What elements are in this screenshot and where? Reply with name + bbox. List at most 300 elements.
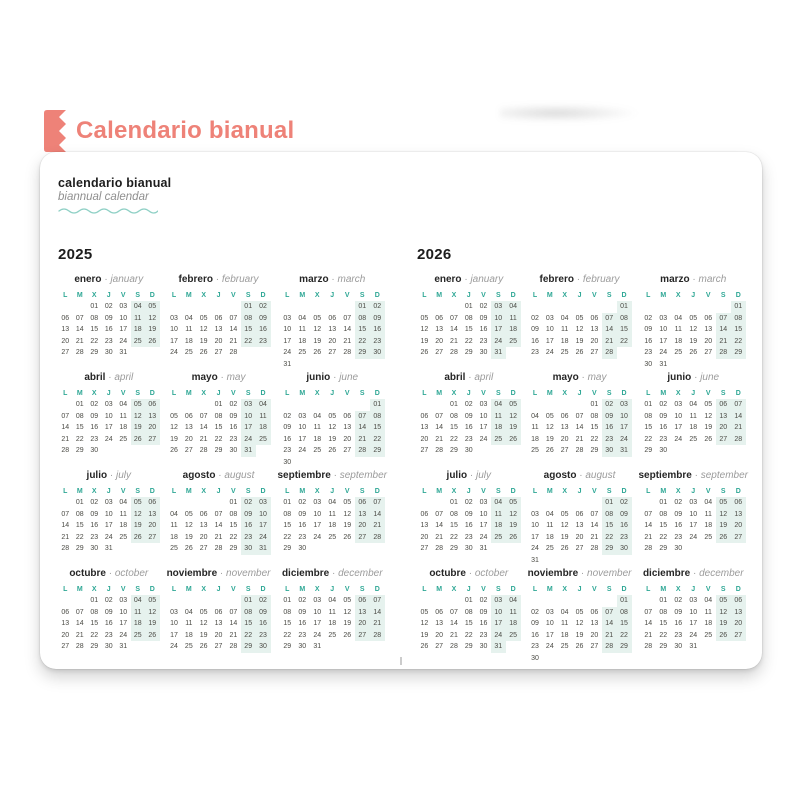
month-title bbox=[58, 470, 160, 482]
day-cell: 26 bbox=[184, 545, 193, 553]
month-name-es: septiembre bbox=[277, 470, 331, 481]
day-cell: 24 bbox=[674, 435, 683, 443]
day-cell: 04 bbox=[491, 497, 506, 509]
day-cell: 19 bbox=[184, 533, 193, 541]
day-cell: 27 bbox=[355, 630, 370, 642]
week-row bbox=[280, 595, 385, 607]
day-cell: 19 bbox=[506, 520, 521, 532]
day-cell: 26 bbox=[343, 533, 352, 541]
day-cell: 24 bbox=[283, 349, 292, 357]
day-cell: 09 bbox=[479, 314, 488, 322]
day-cell: 09 bbox=[283, 424, 292, 432]
month-calendar-table bbox=[417, 289, 521, 359]
day-cell: 29 bbox=[241, 641, 256, 653]
weekday-header-V: V bbox=[344, 291, 350, 299]
empty-day-cell bbox=[731, 445, 746, 457]
month-title-separator: · bbox=[217, 372, 227, 383]
month-title bbox=[639, 568, 749, 580]
day-cell: 04 bbox=[506, 301, 521, 313]
week-row bbox=[528, 399, 632, 411]
day-cell: 05 bbox=[506, 399, 521, 411]
day-cell: 31 bbox=[659, 360, 668, 368]
day-cell: 02 bbox=[229, 401, 238, 409]
day-cell: 06 bbox=[145, 497, 160, 509]
week-row bbox=[417, 641, 521, 653]
day-cell: 16 bbox=[602, 422, 617, 434]
month-mayo-2026 bbox=[528, 372, 632, 470]
day-cell: 02 bbox=[659, 401, 668, 409]
empty-day-cell bbox=[295, 359, 310, 371]
weekday-header-L: L bbox=[422, 389, 427, 397]
week-row bbox=[641, 347, 746, 359]
empty-day-cell bbox=[340, 641, 355, 653]
month-name-en: december bbox=[338, 568, 383, 579]
week-row bbox=[280, 618, 385, 630]
day-cell: 18 bbox=[704, 620, 713, 628]
day-cell: 28 bbox=[75, 349, 84, 357]
day-cell: 16 bbox=[479, 620, 488, 628]
day-cell: 07 bbox=[602, 313, 617, 325]
weekday-header-M: M bbox=[299, 389, 306, 397]
day-cell: 21 bbox=[229, 631, 238, 639]
day-cell: 31 bbox=[531, 556, 539, 564]
day-cell: 25 bbox=[131, 336, 146, 348]
day-cell: 24 bbox=[256, 532, 271, 544]
day-cell: 10 bbox=[674, 412, 683, 420]
day-cell: 14 bbox=[343, 326, 352, 334]
day-cell: 10 bbox=[545, 326, 554, 334]
weekday-header-J: J bbox=[691, 487, 696, 495]
month-calendar-table bbox=[58, 289, 160, 359]
week-row bbox=[280, 347, 385, 359]
empty-day-cell bbox=[325, 543, 340, 555]
empty-day-cell bbox=[432, 399, 447, 411]
empty-day-cell bbox=[325, 457, 340, 469]
empty-day-cell bbox=[226, 595, 241, 607]
day-cell: 12 bbox=[704, 412, 713, 420]
day-cell: 09 bbox=[256, 607, 271, 619]
month-calendar-table bbox=[641, 289, 746, 370]
day-cell: 24 bbox=[170, 643, 178, 651]
weekday-header-S: S bbox=[135, 291, 141, 299]
weekday-header-M: M bbox=[76, 389, 83, 397]
day-cell: 29 bbox=[75, 447, 84, 455]
day-cell: 25 bbox=[704, 533, 713, 541]
day-cell: 01 bbox=[659, 597, 668, 605]
weekday-header-D: D bbox=[621, 585, 627, 593]
day-cell: 14 bbox=[75, 326, 84, 334]
day-cell: 19 bbox=[131, 520, 146, 532]
day-cell: 03 bbox=[689, 597, 698, 605]
month-title-separator: · bbox=[461, 274, 471, 285]
day-cell: 20 bbox=[61, 631, 70, 639]
month-calendar-table bbox=[641, 485, 746, 555]
day-cell: 01 bbox=[644, 401, 653, 409]
empty-day-cell bbox=[506, 445, 521, 457]
day-cell: 07 bbox=[75, 608, 84, 616]
week-row bbox=[417, 607, 521, 619]
day-cell: 04 bbox=[256, 399, 271, 411]
empty-day-cell bbox=[256, 445, 271, 457]
weekday-header-M: M bbox=[299, 487, 306, 495]
day-cell: 29 bbox=[75, 545, 84, 553]
weekday-header-L: L bbox=[171, 487, 177, 495]
planner-header-title: calendario bianual bbox=[58, 176, 172, 190]
empty-day-cell bbox=[102, 445, 117, 457]
day-cell: 30 bbox=[229, 447, 238, 455]
empty-day-cell bbox=[370, 543, 385, 555]
week-row bbox=[280, 445, 385, 457]
day-cell: 11 bbox=[328, 608, 336, 616]
month-name-es: noviembre bbox=[166, 568, 218, 579]
day-cell: 06 bbox=[214, 608, 223, 616]
day-cell: 31 bbox=[119, 643, 128, 651]
weekday-header-L: L bbox=[532, 291, 538, 299]
day-cell: 14 bbox=[355, 422, 370, 434]
day-cell: 06 bbox=[731, 497, 746, 509]
weekday-header-X: X bbox=[314, 291, 320, 299]
month-marzo-2026 bbox=[639, 274, 749, 372]
day-cell: 11 bbox=[689, 412, 697, 420]
day-cell: 18 bbox=[328, 620, 337, 628]
weekday-header-J: J bbox=[106, 487, 111, 495]
day-cell: 19 bbox=[131, 422, 146, 434]
day-cell: 04 bbox=[131, 595, 146, 607]
day-cell: 18 bbox=[256, 422, 271, 434]
day-cell: 11 bbox=[119, 510, 127, 518]
day-cell: 14 bbox=[229, 620, 238, 628]
day-cell: 16 bbox=[90, 522, 99, 530]
month-name-en: august bbox=[585, 470, 616, 481]
day-cell: 03 bbox=[256, 497, 271, 509]
day-cell: 21 bbox=[575, 435, 584, 443]
weekday-header-S: S bbox=[359, 487, 365, 495]
day-cell: 05 bbox=[131, 399, 146, 411]
day-cell: 13 bbox=[731, 509, 746, 521]
months-grid-2026 bbox=[417, 274, 748, 666]
month-calendar-table bbox=[280, 289, 385, 370]
day-cell: 27 bbox=[355, 532, 370, 544]
day-cell: 18 bbox=[184, 337, 193, 345]
day-cell: 18 bbox=[560, 631, 569, 639]
day-cell: 19 bbox=[343, 522, 352, 530]
month-title-separator: · bbox=[330, 372, 340, 383]
weekday-header-V: V bbox=[481, 291, 486, 299]
day-cell: 15 bbox=[644, 424, 653, 432]
month-title-separator: · bbox=[691, 372, 701, 383]
day-cell: 15 bbox=[90, 620, 99, 628]
day-cell: 24 bbox=[119, 337, 128, 345]
day-cell: 04 bbox=[328, 597, 337, 605]
day-cell: 09 bbox=[479, 608, 488, 616]
week-row bbox=[280, 411, 385, 423]
empty-day-cell bbox=[310, 543, 325, 555]
empty-day-cell bbox=[295, 399, 310, 411]
day-cell: 04 bbox=[506, 595, 521, 607]
day-cell: 17 bbox=[491, 324, 506, 336]
empty-day-cell bbox=[417, 399, 432, 411]
day-cell: 02 bbox=[464, 499, 473, 507]
day-cell: 21 bbox=[343, 337, 352, 345]
day-cell: 02 bbox=[90, 499, 99, 507]
day-cell: 11 bbox=[546, 522, 554, 530]
weekday-header-V: V bbox=[481, 389, 486, 397]
day-cell: 03 bbox=[545, 314, 554, 322]
day-cell: 05 bbox=[689, 314, 698, 322]
empty-day-cell bbox=[355, 399, 370, 411]
weekday-header-M: M bbox=[660, 389, 667, 397]
day-cell: 29 bbox=[283, 545, 292, 553]
day-cell: 26 bbox=[199, 349, 208, 357]
month-title bbox=[58, 372, 160, 384]
day-cell: 10 bbox=[256, 509, 271, 521]
day-cell: 02 bbox=[283, 412, 292, 420]
week-row bbox=[528, 653, 632, 665]
day-cell: 16 bbox=[229, 424, 238, 432]
month-name-es: diciembre bbox=[281, 568, 330, 579]
week-row bbox=[641, 313, 746, 325]
day-cell: 05 bbox=[575, 314, 584, 322]
day-cell: 28 bbox=[575, 447, 584, 455]
day-cell: 17 bbox=[170, 631, 178, 639]
day-cell: 25 bbox=[256, 434, 271, 446]
day-cell: 05 bbox=[313, 314, 322, 322]
weekday-header-M: M bbox=[185, 585, 192, 593]
weekday-header-S: S bbox=[245, 585, 251, 593]
day-cell: 15 bbox=[283, 620, 292, 628]
weekday-header-S: S bbox=[495, 487, 501, 495]
weekday-header-L: L bbox=[422, 291, 427, 299]
day-cell: 20 bbox=[355, 618, 370, 630]
day-cell: 06 bbox=[214, 314, 223, 322]
month-name-es: febrero bbox=[178, 274, 213, 285]
empty-day-cell bbox=[572, 595, 587, 607]
empty-day-cell bbox=[167, 301, 182, 313]
day-cell: 15 bbox=[241, 618, 256, 630]
week-row bbox=[167, 324, 271, 336]
empty-day-cell bbox=[701, 543, 716, 555]
empty-day-cell bbox=[370, 641, 385, 653]
month-title-separator: · bbox=[689, 274, 699, 285]
day-cell: 25 bbox=[531, 447, 539, 455]
day-cell: 16 bbox=[617, 520, 632, 532]
day-cell: 19 bbox=[199, 337, 208, 345]
week-row bbox=[280, 313, 385, 325]
month-name-es: julio bbox=[86, 470, 108, 481]
day-cell: 07 bbox=[435, 510, 444, 518]
weekday-header-L: L bbox=[63, 291, 68, 299]
weekday-header-X: X bbox=[562, 487, 567, 495]
month-name-es: diciembre bbox=[642, 568, 691, 579]
day-cell: 31 bbox=[491, 347, 506, 359]
month-name-en: june bbox=[339, 372, 359, 383]
weekday-header-D: D bbox=[374, 487, 380, 495]
day-cell: 26 bbox=[716, 630, 731, 642]
day-cell: 23 bbox=[90, 435, 99, 443]
week-row bbox=[528, 445, 632, 457]
empty-day-cell bbox=[447, 595, 462, 607]
day-cell: 05 bbox=[704, 401, 713, 409]
day-cell: 06 bbox=[199, 510, 208, 518]
weekday-header-D: D bbox=[260, 585, 266, 593]
day-cell: 13 bbox=[590, 326, 599, 334]
day-cell: 12 bbox=[506, 509, 521, 521]
day-cell: 23 bbox=[256, 336, 271, 348]
week-row bbox=[58, 445, 160, 457]
day-cell: 21 bbox=[75, 337, 84, 345]
day-cell: 24 bbox=[313, 631, 322, 639]
weekday-header-V: V bbox=[592, 585, 597, 593]
day-cell: 02 bbox=[256, 595, 271, 607]
day-cell: 02 bbox=[479, 597, 488, 605]
day-cell: 23 bbox=[370, 336, 385, 348]
day-cell: 15 bbox=[90, 326, 99, 334]
month-name-es: junio bbox=[667, 372, 692, 383]
month-title-separator: · bbox=[212, 274, 222, 285]
day-cell: 25 bbox=[170, 545, 178, 553]
day-cell: 24 bbox=[313, 533, 322, 541]
week-row bbox=[641, 618, 746, 630]
day-cell: 14 bbox=[61, 522, 70, 530]
weekday-header-L: L bbox=[171, 585, 177, 593]
planner-page-right bbox=[401, 152, 762, 669]
day-cell: 21 bbox=[61, 533, 70, 541]
day-cell: 28 bbox=[355, 445, 370, 457]
day-cell: 31 bbox=[491, 641, 506, 653]
weekday-header-M: M bbox=[436, 389, 443, 397]
day-cell: 24 bbox=[170, 349, 178, 357]
week-row bbox=[58, 497, 160, 509]
day-cell: 03 bbox=[479, 401, 488, 409]
day-cell: 13 bbox=[731, 607, 746, 619]
day-cell: 05 bbox=[343, 499, 352, 507]
week-row bbox=[528, 641, 632, 653]
day-cell: 26 bbox=[145, 630, 160, 642]
day-cell: 23 bbox=[644, 349, 653, 357]
day-cell: 02 bbox=[531, 608, 539, 616]
weekday-header-J: J bbox=[330, 487, 335, 495]
day-cell: 09 bbox=[659, 412, 668, 420]
day-cell: 22 bbox=[464, 631, 473, 639]
day-cell: 13 bbox=[61, 326, 70, 334]
day-cell: 06 bbox=[590, 608, 599, 616]
weekday-header-S: S bbox=[359, 389, 365, 397]
day-cell: 17 bbox=[298, 435, 307, 443]
month-name-es: febrero bbox=[539, 274, 574, 285]
day-cell: 01 bbox=[659, 499, 668, 507]
empty-day-cell bbox=[196, 497, 211, 509]
weekday-header-V: V bbox=[231, 487, 236, 495]
day-cell: 13 bbox=[575, 522, 584, 530]
day-cell: 24 bbox=[104, 435, 113, 443]
month-name-en: june bbox=[700, 372, 720, 383]
day-cell: 30 bbox=[617, 543, 632, 555]
day-cell: 21 bbox=[590, 533, 599, 541]
day-cell: 23 bbox=[479, 631, 488, 639]
month-title-separator: · bbox=[217, 568, 227, 579]
empty-day-cell bbox=[196, 301, 211, 313]
empty-day-cell bbox=[671, 301, 686, 313]
day-cell: 26 bbox=[506, 532, 521, 544]
weekday-header-D: D bbox=[621, 389, 627, 397]
month-calendar-table bbox=[528, 387, 632, 457]
month-title-separator: · bbox=[578, 568, 588, 579]
week-row bbox=[58, 324, 160, 336]
week-row bbox=[58, 618, 160, 630]
weekday-header-J: J bbox=[691, 585, 696, 593]
weekday-header-D: D bbox=[149, 389, 155, 397]
month-title-separator: · bbox=[215, 470, 225, 481]
day-cell: 27 bbox=[716, 434, 731, 446]
weekday-header-X: X bbox=[675, 389, 681, 397]
weekday-header-V: V bbox=[231, 291, 236, 299]
empty-day-cell bbox=[641, 595, 656, 607]
day-cell: 02 bbox=[674, 597, 683, 605]
empty-day-cell bbox=[731, 641, 746, 653]
day-cell: 01 bbox=[370, 399, 385, 411]
day-cell: 02 bbox=[256, 301, 271, 313]
weekday-header-S: S bbox=[245, 487, 251, 495]
week-row bbox=[167, 641, 271, 653]
month-name-es: octubre bbox=[69, 568, 106, 579]
week-row bbox=[417, 445, 521, 457]
day-cell: 08 bbox=[659, 510, 668, 518]
weekday-header-V: V bbox=[120, 389, 126, 397]
day-cell: 27 bbox=[61, 643, 70, 651]
empty-day-cell bbox=[557, 653, 572, 665]
day-cell: 09 bbox=[464, 510, 473, 518]
empty-day-cell bbox=[686, 543, 701, 555]
day-cell: 30 bbox=[256, 641, 271, 653]
day-cell: 13 bbox=[590, 620, 599, 628]
week-row bbox=[528, 336, 632, 348]
weekday-header-S: S bbox=[245, 389, 251, 397]
week-row bbox=[528, 509, 632, 521]
weekday-header-S: S bbox=[720, 487, 726, 495]
empty-day-cell bbox=[528, 497, 543, 509]
week-row bbox=[641, 422, 746, 434]
day-cell: 24 bbox=[545, 349, 554, 357]
weekday-header-L: L bbox=[532, 389, 538, 397]
day-cell: 08 bbox=[214, 412, 223, 420]
month-julio-2026 bbox=[417, 470, 521, 568]
day-cell: 01 bbox=[450, 499, 458, 507]
day-cell: 02 bbox=[90, 401, 99, 409]
day-cell: 13 bbox=[704, 326, 713, 334]
empty-day-cell bbox=[716, 359, 731, 371]
day-cell: 17 bbox=[241, 422, 256, 434]
day-cell: 05 bbox=[716, 595, 731, 607]
day-cell: 22 bbox=[464, 337, 473, 345]
day-cell: 16 bbox=[531, 337, 539, 345]
day-cell: 29 bbox=[602, 543, 617, 555]
week-row bbox=[641, 336, 746, 348]
empty-day-cell bbox=[325, 641, 340, 653]
week-row bbox=[280, 630, 385, 642]
day-cell: 21 bbox=[731, 422, 746, 434]
month-calendar-table bbox=[167, 583, 271, 653]
month-febrero-2026 bbox=[528, 274, 632, 372]
month-name-en: april bbox=[114, 372, 134, 383]
weekday-header-D: D bbox=[260, 389, 266, 397]
day-cell: 12 bbox=[506, 411, 521, 423]
day-cell: 20 bbox=[560, 435, 569, 443]
day-cell: 11 bbox=[313, 424, 321, 432]
day-cell: 18 bbox=[131, 618, 146, 630]
day-cell: 23 bbox=[674, 631, 683, 639]
empty-day-cell bbox=[557, 399, 572, 411]
day-cell: 20 bbox=[214, 337, 223, 345]
